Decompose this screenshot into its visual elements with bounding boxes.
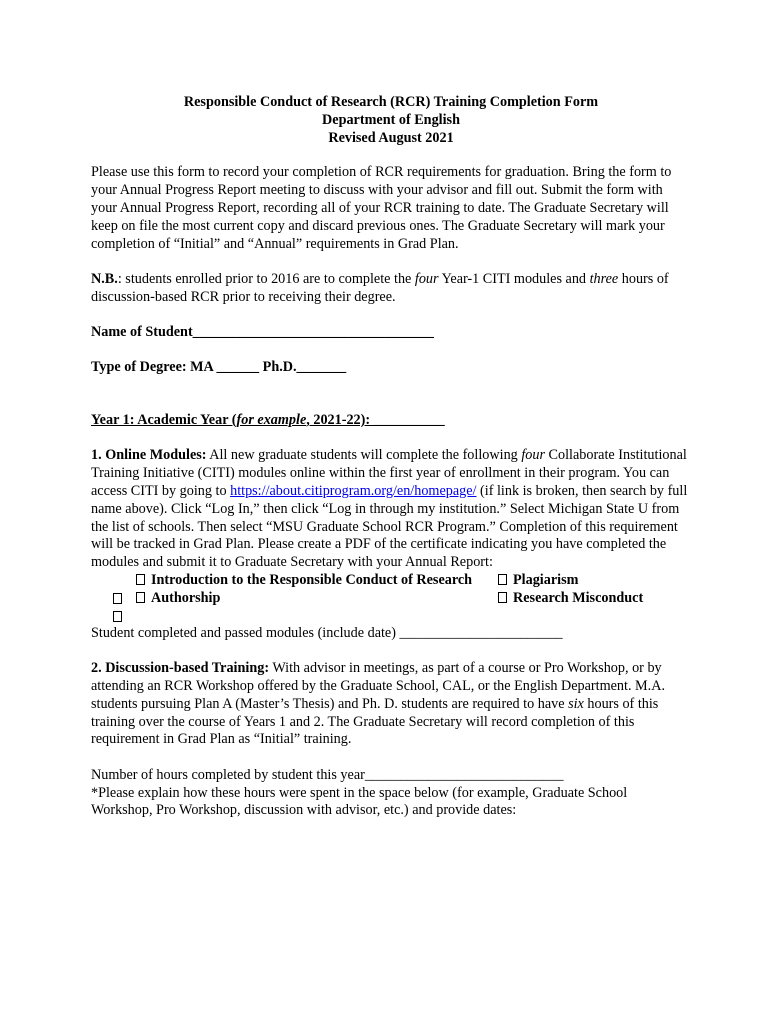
intro-paragraph: Please use this form to record your completion of RCR requirements for graduation. Bring the form to your Annual Progress Report meeting to discuss with your advisor and fill out. Submit the form with your Annual Progress Report, recording all of your RCR training to date. The Graduate Secretary will keep on file the most current copy and discard previous ones. The Graduate Secretary will mark your completion of “Initial” and “Annual” requirements in Grad Plan. [91,164,672,252]
year1-heading [91,412,691,430]
revision-date: Revised August 2021 [328,129,454,146]
checkbox-icon[interactable] [136,592,145,603]
year1-prefix: Year 1: Academic Year ( [91,412,237,429]
online-modules-label: 1. Online Modules: [91,447,207,464]
module-item-authorship[interactable] [136,590,220,608]
checkbox-icon[interactable] [113,611,122,622]
nb-emphasis-three: three [589,270,619,287]
modules-completion-field[interactable]: Student completed and passed modules (include date) _______________________ [91,624,563,641]
module-item-intro-rcr[interactable] [136,572,472,590]
nb-text-1: : students enrolled prior to 2016 are to complete the [117,270,415,287]
checkbox-icon[interactable] [498,592,507,603]
student-name-field[interactable] [91,324,691,342]
discussion-emphasis: six [568,695,584,712]
discussion-paragraph [91,660,691,749]
form-title: Responsible Conduct of Research (RCR) Training Completion Form [183,94,599,110]
module-item-plagiarism[interactable] [498,572,578,590]
module-label: Plagiarism [513,571,579,588]
nb-text-3: hours of discussion-based RCR prior to receiving their degree. [91,270,669,305]
degree-type-label: Type of Degree: MA ______ Ph.D._______ [91,359,347,376]
nb-text-2: Year-1 CITI modules and [438,270,590,287]
nb-label: N.B. [91,270,118,287]
checkbox-icon[interactable] [498,574,507,585]
year1-emphasis: for example [236,412,307,429]
checkbox-icon[interactable] [113,593,122,604]
year1-suffix: , 2021-22): __________ [306,412,445,429]
module-checklist [91,572,691,625]
explain-instructions: *Please explain how these hours were spent in the space below (for example, Graduate School Workshop, Pro Workshop, discussion with advisor, etc.) and provide dates: [91,784,628,819]
module-item-research-misconduct[interactable] [498,590,643,608]
checkbox-icon[interactable] [136,574,145,585]
module-label: Authorship [151,589,221,606]
document-page [91,94,691,820]
student-name-label: Name of Student__________________________________ [91,323,434,340]
discussion-text-1: With advisor in meetings, as part of a course or Pro Workshop, or by attending an RCR Workshop offered by the Graduate School, CAL, or the English Department. M.A. students pursuing Plan A (Master’s Thesis) and Ph. D. students are required to have [91,660,666,712]
degree-type-field[interactable] [91,359,691,377]
online-text-3: (if link is broken, then search by full name above). Click “Log In,” then click “Log in through my institution.” Select Michigan State U from the list of schools. Then select “MSU Graduate School RCR Program.” Completion of this requirement will be tracked in Grad Plan. Please create a PDF of the certificate indicating you have completed the modules and submit it to Graduate Secretary with your Annual Report: [91,482,688,571]
citi-link[interactable]: https://about.citiprogram.org/en/homepage/ [230,482,477,499]
online-modules-paragraph [91,447,691,572]
online-text-1: All new graduate students will complete the following [206,447,522,464]
nb-paragraph [91,271,691,307]
online-emphasis: four [521,447,545,464]
discussion-text-2: hours of this training over the course of Years 1 and 2. The Graduate Secretary will record completion of this requirement in Grad Plan as “Initial” training. [91,695,659,748]
module-label: Research Misconduct [513,589,644,606]
form-header [91,94,691,147]
online-text-2: Collaborate Institutional Training Initiative (CITI) modules online within the first year of enrollment in their program. You can access CITI by going to [91,447,687,499]
department-name: Department of English [322,111,460,128]
module-label: Introduction to the Responsible Conduct of Research [151,571,473,588]
hours-completed-field[interactable]: Number of hours completed by student this year____________________________ [91,766,564,783]
nb-emphasis-four: four [414,270,439,287]
discussion-label: 2. Discussion-based Training: [91,660,270,677]
